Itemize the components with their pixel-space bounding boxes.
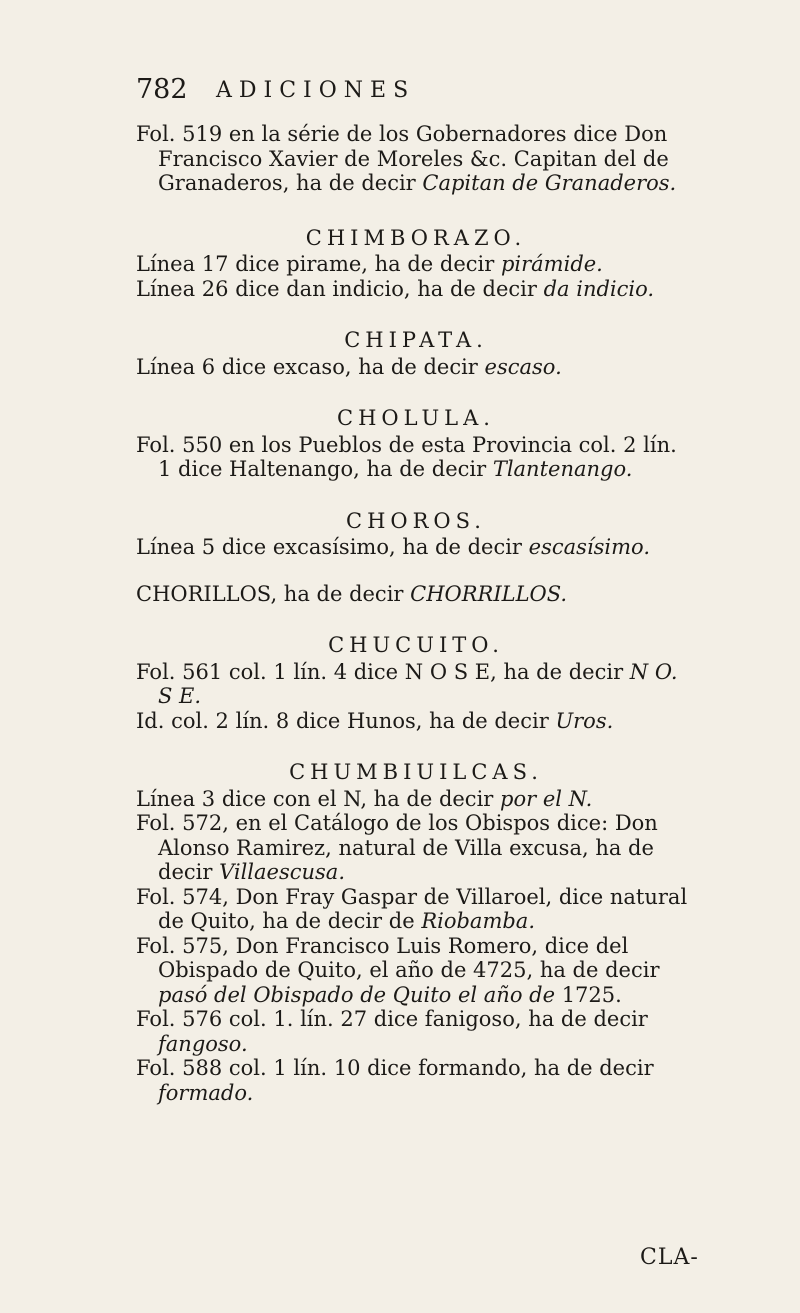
errata-entry bbox=[136, 277, 696, 302]
errata-entry bbox=[136, 885, 696, 934]
page-header bbox=[136, 74, 696, 114]
entry-text: Id. col. 2 lín. 8 dice Hunos, ha de decir bbox=[136, 708, 556, 733]
entry-text: Línea 17 dice pirame, ha de decir bbox=[136, 252, 501, 276]
entry-text: Fol. 576 col. 1. lín. 27 dice fanigoso, ha de decir bbox=[136, 1007, 648, 1031]
correction-text: Capitan de Granaderos. bbox=[422, 171, 677, 195]
entry-text: CHORILLOS, ha de decir bbox=[136, 581, 411, 606]
running-head: ADICIONES bbox=[216, 78, 416, 103]
errata-entry bbox=[136, 709, 696, 734]
catchword: CLA- bbox=[640, 1245, 699, 1270]
section-heading: CHUMBIUILCAS. bbox=[289, 760, 543, 784]
errata-entry bbox=[136, 535, 696, 560]
errata-entry bbox=[136, 355, 696, 380]
errata-entry bbox=[136, 787, 696, 812]
entry-text: Fol. 561 col. 1 lín. 4 dice N O S E, ha de decir bbox=[136, 659, 630, 684]
errata-entry bbox=[136, 252, 696, 277]
correction-text: formado. bbox=[158, 1080, 254, 1105]
correction-text: CHORRILLOS. bbox=[410, 581, 568, 606]
errata-entry bbox=[136, 934, 696, 1008]
entry-text: Fol. 519 en la série de los Gobernadores dice Don Francisco Xavier de Moreles &c. Capitan del de Granaderos, ha de decir bbox=[136, 122, 669, 195]
correction-text: fangoso. bbox=[158, 1031, 248, 1056]
page-number: 782 bbox=[136, 74, 188, 105]
errata-body bbox=[136, 122, 696, 1105]
errata-entry bbox=[136, 1007, 696, 1056]
correction-text: pasó del Obispado de Quito el año de bbox=[158, 982, 556, 1007]
correction-text: pirámide. bbox=[500, 252, 603, 276]
correction-text: escasísimo. bbox=[528, 535, 650, 559]
correction-text: N O. S E. bbox=[158, 659, 678, 708]
section-heading: CHUCUITO. bbox=[328, 633, 504, 657]
entry-text: Línea 3 dice con el N, ha de decir bbox=[136, 786, 501, 811]
entry-text: Línea 26 dice dan indicio, ha de decir bbox=[136, 276, 544, 301]
inline-entry bbox=[136, 582, 696, 607]
entry-text: Fol. 572, en el Catálogo de los Obispos dice: Don Alonso Ramirez, natural de Villa excusa, ha de decir bbox=[136, 811, 658, 884]
errata-entry bbox=[136, 660, 696, 709]
errata-entry bbox=[136, 811, 696, 885]
errata-entry bbox=[136, 1056, 696, 1105]
entry-text: Línea 6 dice excaso, ha de decir bbox=[136, 354, 485, 379]
entry-text: Fol. 575, Don Francisco Luis Romero, dice del Obispado de Quito, el año de 4725, ha de decir bbox=[136, 933, 660, 982]
section-heading: CHIMBORAZO. bbox=[305, 225, 527, 250]
correction-text: Riobamba. bbox=[421, 909, 535, 933]
correction-text: escaso. bbox=[484, 354, 562, 379]
correction-text: da indicio. bbox=[543, 276, 655, 301]
entry-tail: 1725. bbox=[555, 982, 622, 1007]
entry-text: Fol. 574, Don Fray Gaspar de Villaroel, dice natural de Quito, ha de decir de bbox=[136, 884, 688, 933]
entry-text: Fol. 588 col. 1 lín. 10 dice formando, ha de decir bbox=[136, 1056, 654, 1080]
section-heading: CHOLULA. bbox=[337, 406, 495, 430]
correction-text: Villaescusa. bbox=[219, 860, 345, 884]
errata-entry bbox=[136, 122, 696, 196]
correction-text: Tlantenango. bbox=[492, 457, 633, 481]
section-heading: CHOROS. bbox=[346, 508, 486, 533]
entry-text: Línea 5 dice excasísimo, ha de decir bbox=[136, 535, 529, 559]
errata-entry bbox=[136, 433, 696, 482]
correction-text: por el N. bbox=[500, 786, 593, 811]
entry-text: Fol. 550 en los Pueblos de esta Provincia col. 2 lín. 1 dice Haltenango, ha de decir bbox=[136, 432, 677, 481]
section-heading: CHIPATA. bbox=[344, 328, 488, 352]
correction-text: Uros. bbox=[555, 708, 614, 733]
